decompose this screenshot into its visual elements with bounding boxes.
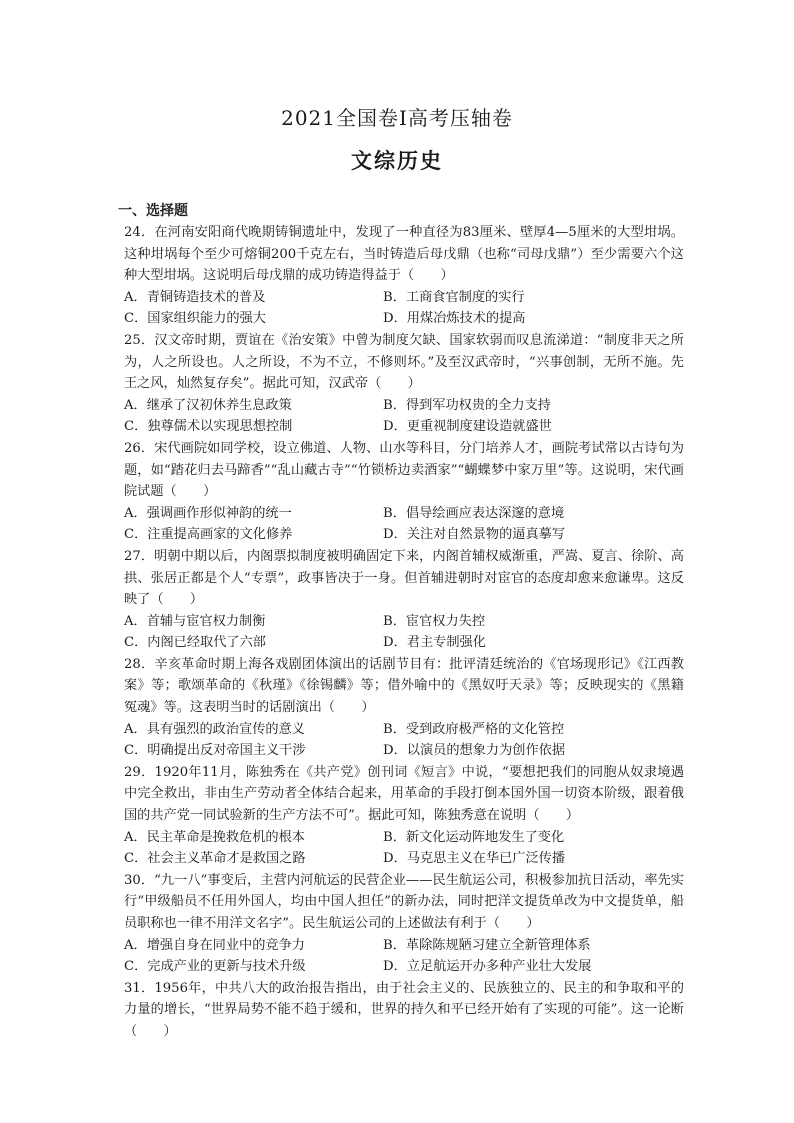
question-list xyxy=(124,222,684,1043)
answer-option: D．关注对自然景物的逼真摹写 xyxy=(383,527,566,543)
answer-option: A．强调画作形似神韵的统一 xyxy=(124,505,292,521)
answer-option: B．工商食官制度的实行 xyxy=(383,289,525,305)
question-28 xyxy=(124,654,684,762)
option-list xyxy=(124,719,684,762)
answer-option: A．民主革命是挽救危机的根本 xyxy=(124,829,305,845)
answer-option: C．国家组织能力的强大 xyxy=(124,311,266,327)
question-31 xyxy=(124,978,684,1043)
answer-option: C．明确提出反对帝国主义干涉 xyxy=(124,743,306,759)
section-heading: 一、选择题 xyxy=(118,203,188,219)
question-stem: 27．明朝中期以后，内阁票拟制度被明确固定下来，内阁首辅权威渐重，严嵩、夏言、徐阶、高拱、张居正都是个人“专票”，政事皆决于一身。但首辅进朝时对宦官的态度却愈来愈谦卑。这反映了（ ） xyxy=(124,548,684,608)
question-29 xyxy=(124,762,684,870)
question-stem: 29．1920年11月，陈独秀在《共产党》创刊词《短言》中说，“要想把我们的同胞从奴隶境遇中完全救出，非由生产劳动者全体结合起来，用革命的手段打倒本国外国一切资本阶级，跟着俄国的共产党一同试验新的生产方法不可”。据此可知，陈独秀意在说明（ ） xyxy=(124,764,684,824)
option-list xyxy=(124,827,684,870)
exam-title: 2021全国卷Ⅰ高考压轴卷 xyxy=(281,106,513,130)
answer-option: C．独尊儒术以实现思想控制 xyxy=(124,419,293,435)
answer-option: C．完成产业的更新与技术升级 xyxy=(124,959,306,975)
question-stem: 24．在河南安阳商代晚期铸铜遗址中，发现了一种直径为83厘米、壁厚4—5厘米的大型坩埚。这种坩埚每个至少可熔铜200千克左右，当时铸造后母戊鼎（也称“司母戊鼎”）至少需要六个这种大型坩埚。这说明后母戊鼎的成功铸造得益于（ ） xyxy=(124,225,684,284)
answer-option: A．增强自身在同业中的竞争力 xyxy=(124,937,305,953)
answer-option: C．注重提高画家的文化修养 xyxy=(124,527,293,543)
answer-option: A．首辅与宦官权力制衡 xyxy=(124,613,266,629)
option-list xyxy=(124,935,684,978)
option-list xyxy=(124,287,684,330)
answer-option: D．立足航运开办多种产业壮大发展 xyxy=(383,959,592,975)
answer-option: D．马克思主义在华已广泛传播 xyxy=(383,851,566,867)
answer-option: C．内阁已经取代了六部 xyxy=(124,635,266,651)
subject-title: 文综历史 xyxy=(351,148,443,173)
answer-option: B．倡导绘画应表达深邃的意境 xyxy=(383,505,565,521)
option-list xyxy=(124,611,684,654)
answer-option: B．新文化运动阵地发生了变化 xyxy=(383,829,565,845)
question-stem: 31．1956年，中共八大的政治报告指出，由于社会主义的、民族独立的、民主的和争取和平的力量的增长，“世界局势不能不趋于缓和，世界的持久和平已经开始有了实现的可能”。这一论断（ ） xyxy=(124,980,684,1039)
question-24 xyxy=(124,222,684,330)
question-stem: 28．辛亥革命时期上海各戏剧团体演出的话剧节目有：批评清廷统治的《官场现形记》《江西教案》等；歌颂革命的《秋瑾》《徐锡麟》等；借外喻中的《黑奴吁天录》等；反映现实的《黑籍冤魂》等。这表明当时的话剧演出（ ） xyxy=(124,656,684,716)
answer-option: C．社会主义革命才是救国之路 xyxy=(124,851,306,867)
answer-option: A．青铜铸造技术的普及 xyxy=(124,289,266,305)
answer-option: A．具有强烈的政治宣传的意义 xyxy=(124,721,305,737)
option-list xyxy=(124,395,684,438)
question-25 xyxy=(124,330,684,438)
answer-option: D．君主专制强化 xyxy=(383,635,486,651)
question-stem: 30．“九一八”事变后，主营内河航运的民营企业——民生航运公司，积极参加抗日活动，率先实行“甲级船员不任用外国人，均由中国人担任”的新办法，同时把洋文提货单改为中文提货单，船员职称也一律不用洋文名字”。民生航运公司的上述做法有利于（ ） xyxy=(124,872,684,931)
question-26 xyxy=(124,438,684,546)
question-stem: 26．宋代画院如同学校，设立佛道、人物、山水等科目，分门培养人才，画院考试常以古诗句为题，如“踏花归去马蹄香”“乱山藏古寺”“竹锁桥边卖酒家”“蝴蝶梦中家万里”等。这说明，宋代画院试题（ ） xyxy=(124,440,684,500)
option-list xyxy=(124,503,684,546)
answer-option: D．更重视制度建设造就盛世 xyxy=(383,419,552,435)
answer-option: B．革除陈规陋习建立全新管理体系 xyxy=(383,937,591,953)
answer-option: B．宦官权力失控 xyxy=(383,613,486,629)
question-30 xyxy=(124,870,684,978)
answer-option: A．继承了汉初休养生息政策 xyxy=(124,397,292,413)
answer-option: D．用煤冶炼技术的提高 xyxy=(383,311,526,327)
question-stem: 25．汉文帝时期，贾谊在《治安策》中曾为制度欠缺、国家软弱而叹息流涕道：“制度非天之所为，人之所设也。人之所设，不为不立，不修则坏。”及至汉武帝时，“兴事创制，无所不施。先王之风，灿然复存矣”。据此可知，汉武帝（ ） xyxy=(124,332,684,392)
answer-option: B．得到军功权贵的全力支持 xyxy=(383,397,551,413)
answer-option: B．受到政府极严格的文化管控 xyxy=(383,721,565,737)
question-27 xyxy=(124,546,684,654)
answer-option: D．以演员的想象力为创作依据 xyxy=(383,743,566,759)
